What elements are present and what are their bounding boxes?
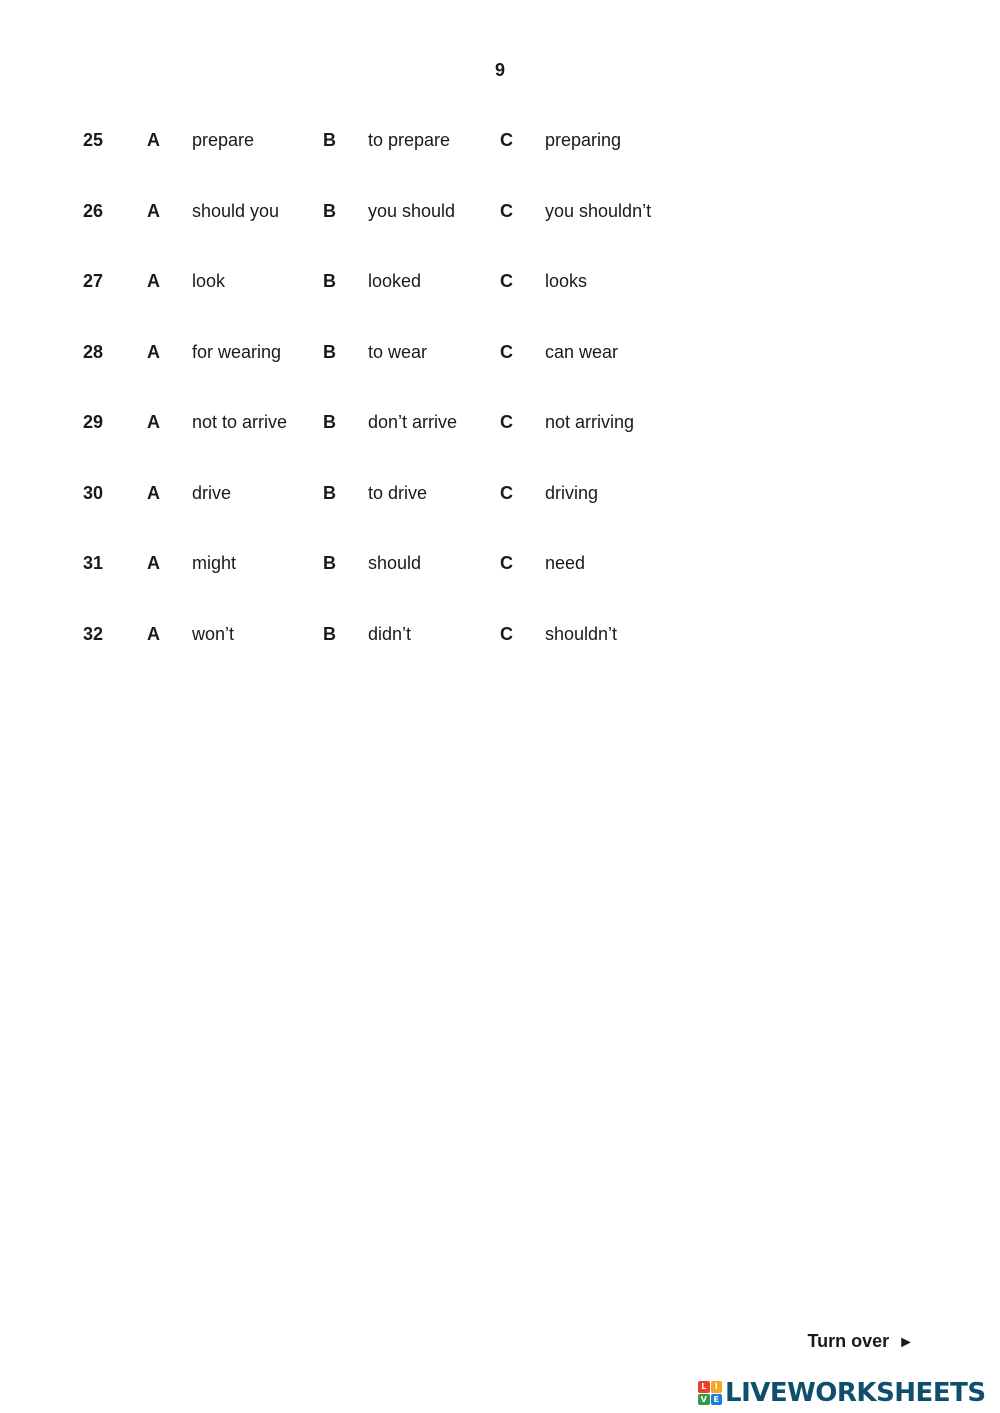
option-a-letter: A [147, 200, 160, 221]
option-c-text[interactable]: you shouldn’t [545, 200, 652, 221]
question-list [83, 128, 783, 692]
option-b-letter: B [323, 200, 336, 221]
question-row-27 [83, 269, 783, 340]
turn-over-note [807, 1331, 914, 1352]
option-b-letter: B [323, 271, 336, 291]
question-number: 32 [83, 623, 104, 644]
option-a-letter: A [147, 553, 160, 573]
option-c-letter: C [500, 623, 513, 644]
option-c-text[interactable]: looks [545, 271, 588, 291]
option-b-letter: B [323, 482, 336, 503]
option-a-text[interactable]: drive [192, 482, 232, 503]
page-number: 9 [494, 60, 505, 80]
question-number: 31 [83, 553, 104, 573]
option-b-letter: B [323, 412, 336, 432]
liveworksheets-logo [698, 1378, 986, 1408]
option-a-text[interactable]: might [192, 553, 237, 573]
logo-wordmark: LIVEWORKSHEETS [725, 1378, 986, 1408]
option-c-letter: C [500, 341, 513, 362]
option-a-text[interactable]: not to arrive [192, 412, 288, 432]
option-b-letter: B [323, 130, 336, 150]
option-c-letter: C [500, 412, 513, 432]
option-b-text[interactable]: to drive [368, 482, 428, 503]
option-a-letter: A [147, 482, 160, 503]
option-b-text[interactable]: should [368, 553, 422, 573]
option-b-text[interactable]: to wear [368, 341, 428, 362]
option-b-text[interactable]: to prepare [368, 130, 451, 150]
option-c-text[interactable]: driving [545, 482, 599, 503]
logo-tile-l: L [698, 1381, 710, 1393]
option-b-text[interactable]: didn’t [368, 623, 412, 644]
question-number: 28 [83, 341, 104, 362]
option-b-text[interactable]: you should [368, 200, 456, 221]
question-number: 29 [83, 412, 104, 432]
option-c-text[interactable]: not arriving [545, 412, 635, 432]
option-c-text[interactable]: shouldn’t [545, 623, 618, 644]
option-b-letter: B [323, 623, 336, 644]
option-c-letter: C [500, 553, 513, 573]
option-a-text[interactable]: should you [192, 200, 280, 221]
option-b-text[interactable]: looked [368, 271, 422, 291]
option-b-letter: B [323, 553, 336, 573]
right-triangle-icon: ► [898, 1334, 914, 1351]
question-number: 25 [83, 130, 104, 150]
option-c-text[interactable]: need [545, 553, 586, 573]
question-number: 30 [83, 482, 104, 503]
logo-tile-i: I [711, 1381, 723, 1393]
option-a-letter: A [147, 130, 160, 150]
option-a-text[interactable]: for wearing [192, 341, 282, 362]
option-c-letter: C [500, 130, 513, 150]
option-a-text[interactable]: prepare [192, 130, 255, 150]
option-c-letter: C [500, 482, 513, 503]
question-number: 26 [83, 200, 104, 221]
question-row-29 [83, 410, 783, 481]
option-c-letter: C [500, 200, 513, 221]
question-row-26 [83, 199, 783, 270]
question-row-25 [83, 128, 783, 199]
option-a-letter: A [147, 271, 160, 291]
question-row-30 [83, 481, 783, 552]
question-number: 27 [83, 271, 104, 291]
logo-tile-e: E [711, 1394, 723, 1406]
option-c-text[interactable]: can wear [545, 341, 619, 362]
question-row-31 [83, 551, 783, 622]
logo-tile-v: V [698, 1394, 710, 1406]
option-b-letter: B [323, 341, 336, 362]
option-a-letter: A [147, 623, 160, 644]
question-row-28 [83, 340, 783, 411]
option-a-letter: A [147, 412, 160, 432]
option-a-letter: A [147, 341, 160, 362]
option-c-text[interactable]: preparing [545, 130, 622, 150]
option-b-text[interactable]: don’t arrive [368, 412, 458, 432]
option-c-letter: C [500, 271, 513, 291]
liveworksheets-logo-icon [698, 1381, 722, 1405]
question-row-32 [83, 622, 783, 693]
option-a-text[interactable]: look [192, 271, 226, 291]
option-a-text[interactable]: won’t [192, 623, 235, 644]
turn-over-label: Turn over [807, 1331, 890, 1351]
